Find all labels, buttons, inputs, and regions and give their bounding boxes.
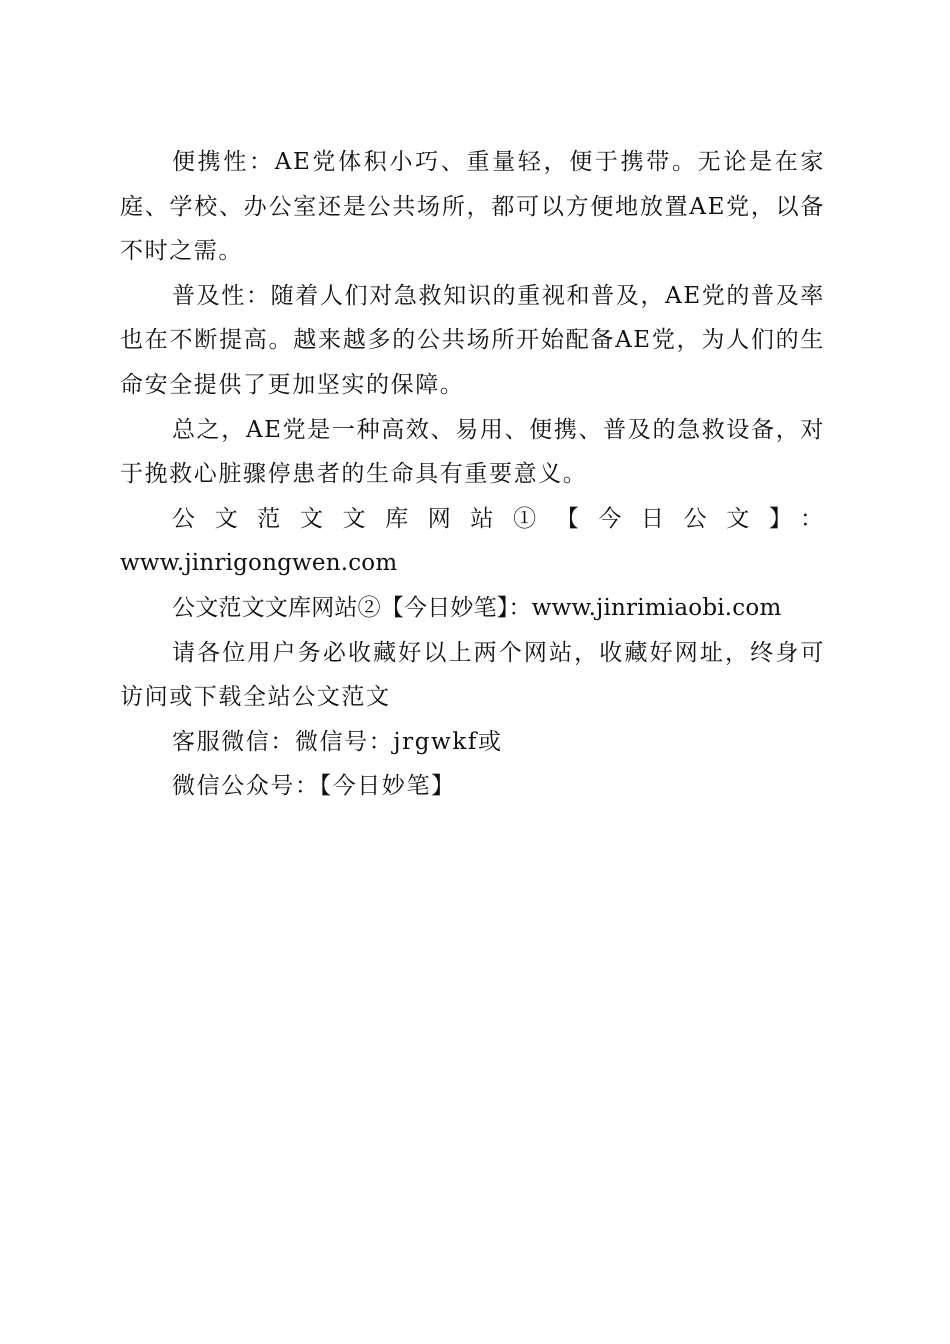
wechat-account: 微信公众号：【今日妙笔】 — [172, 773, 456, 800]
paragraph-summary: 总之，AE党是一种高效、易用、便携、普及的急救设备，对于挽救心脏骤停患者的生命具有重要意义。 — [120, 416, 825, 488]
site1-label: 公文范文文库网站①【今日公文】： — [172, 505, 825, 532]
paragraph-notice: 请各位用户务必收藏好以上两个网站，收藏好网址，终身可访问或下载全站公文范文 — [120, 639, 825, 711]
document-body — [120, 140, 825, 809]
paragraph-portability: 便携性：AE党体积小巧、重量轻，便于携带。无论是在家庭、学校、办公室还是公共场所，都可以方便地放置AE党，以备不时之需。 — [120, 149, 825, 265]
wechat-service: 客服微信：微信号：jrgwkf或 — [172, 728, 503, 755]
site2-line: 公文范文文库网站②【今日妙笔】：www.jinrimiaobi.com — [172, 594, 782, 621]
site1-url: www.jinrigongwen.com — [120, 550, 398, 577]
paragraph-popularity: 普及性：随着人们对急救知识的重视和普及，AE党的普及率也在不断提高。越来越多的公共场所开始配备AE党，为人们的生命安全提供了更加坚实的保障。 — [120, 282, 825, 398]
